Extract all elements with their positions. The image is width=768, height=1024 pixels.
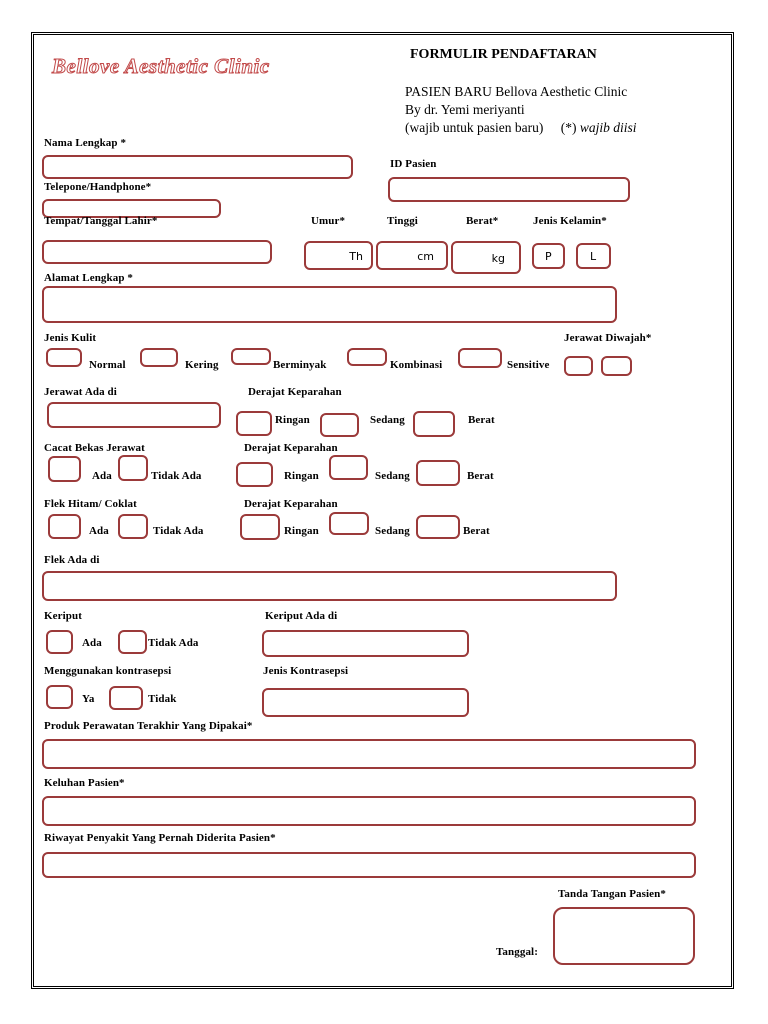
label-tempat-lahir: Tempat/Tanggal Lahir*	[44, 215, 158, 227]
checkbox-keriput-ada[interactable]	[46, 630, 73, 654]
checkbox-flek-ringan[interactable]	[240, 514, 280, 540]
label-jenis-kontrasepsi: Jenis Kontrasepsi	[263, 665, 349, 677]
checkbox-jerawat-ya[interactable]	[564, 356, 593, 376]
label-derajat-cacat: Derajat Keparahan	[244, 442, 338, 454]
label-cacat-ringan: Ringan	[284, 470, 319, 482]
unit-th: Th	[349, 250, 363, 263]
header-line-1: PASIEN BARU Bellova Aesthetic Clinic	[405, 84, 628, 99]
checkbox-normal[interactable]	[46, 348, 82, 367]
input-jerawat-ada-di[interactable]	[47, 402, 221, 428]
label-keriput-ada-di: Keriput Ada di	[265, 610, 338, 622]
label-telepon: Telepone/Handphone*	[44, 181, 152, 193]
sex-p-label: P	[545, 250, 552, 263]
label-keriput-ada: Ada	[82, 637, 102, 649]
header-line-3	[405, 120, 636, 136]
signature-box[interactable]	[553, 907, 695, 965]
header-line-2: By dr. Yemi meriyanti	[405, 102, 525, 117]
checkbox-keriput-tidak-ada[interactable]	[118, 630, 147, 654]
label-cacat-tidak-ada: Tidak Ada	[151, 470, 202, 482]
label-kontrasepsi-ya: Ya	[82, 693, 95, 705]
input-alamat[interactable]	[42, 286, 617, 323]
header-required-note: wajib diisi	[579, 120, 637, 135]
input-tinggi[interactable]	[376, 241, 448, 270]
label-jerawat-berat: Berat	[468, 414, 495, 426]
label-jerawat-diwajah: Jerawat Diwajah*	[564, 332, 652, 344]
input-umur[interactable]	[304, 241, 373, 270]
checkbox-sex-l[interactable]	[576, 243, 611, 269]
label-flek-tidak-ada: Tidak Ada	[153, 525, 204, 537]
label-tinggi: Tinggi	[387, 215, 418, 227]
checkbox-sex-p[interactable]	[532, 243, 565, 269]
label-cacat-sedang: Sedang	[375, 470, 410, 482]
label-derajat-flek: Derajat Keparahan	[244, 498, 338, 510]
checkbox-jerawat-tidak[interactable]	[601, 356, 632, 376]
label-jerawat-ada-di: Jerawat Ada di	[44, 386, 117, 398]
input-id-pasien[interactable]	[388, 177, 630, 202]
checkbox-kontrasepsi-tidak[interactable]	[109, 686, 143, 710]
unit-cm: cm	[417, 250, 434, 263]
input-riwayat[interactable]	[42, 852, 696, 878]
checkbox-cacat-tidak-ada[interactable]	[118, 455, 148, 481]
label-tanggal: Tanggal:	[496, 946, 538, 958]
label-id-pasien: ID Pasien	[390, 158, 437, 170]
input-flek-ada-di[interactable]	[42, 571, 617, 601]
label-flek-ada: Ada	[89, 525, 109, 537]
checkbox-flek-ada[interactable]	[48, 514, 81, 539]
checkbox-cacat-berat[interactable]	[416, 460, 460, 486]
label-jenis-kelamin: Jenis Kelamin*	[533, 215, 607, 227]
label-derajat-jerawat: Derajat Keparahan	[248, 386, 342, 398]
label-flek-ada-di: Flek Ada di	[44, 554, 100, 566]
checkbox-kontrasepsi-ya[interactable]	[46, 685, 73, 709]
checkbox-flek-sedang[interactable]	[329, 512, 369, 535]
label-riwayat: Riwayat Penyakit Yang Pernah Diderita Pasien*	[44, 832, 276, 844]
label-cacat-ada: Ada	[92, 470, 112, 482]
unit-kg: kg	[491, 252, 505, 265]
checkbox-cacat-sedang[interactable]	[329, 455, 368, 480]
input-keluhan[interactable]	[42, 796, 696, 826]
checkbox-jerawat-sedang[interactable]	[320, 413, 359, 437]
label-kontrasepsi-tidak: Tidak	[148, 693, 177, 705]
form-title: FORMULIR PENDAFTARAN	[410, 47, 597, 62]
checkbox-jerawat-berat[interactable]	[413, 411, 455, 437]
checkbox-kering[interactable]	[140, 348, 178, 367]
input-berat[interactable]	[451, 241, 521, 274]
label-kombinasi: Kombinasi	[390, 359, 443, 371]
label-berminyak: Berminyak	[273, 359, 327, 371]
input-jenis-kontrasepsi[interactable]	[262, 688, 469, 717]
label-flek: Flek Hitam/ Coklat	[44, 498, 137, 510]
label-cacat-berat: Berat	[467, 470, 494, 482]
input-tempat-lahir[interactable]	[42, 240, 272, 264]
label-jenis-kulit: Jenis Kulit	[44, 332, 97, 344]
clinic-logo: Bellove Aesthetic Clinic	[52, 54, 270, 78]
label-tanda-tangan: Tanda Tangan Pasien*	[558, 888, 666, 900]
checkbox-jerawat-ringan[interactable]	[236, 411, 272, 436]
input-produk[interactable]	[42, 739, 696, 769]
sex-l-label: L	[590, 250, 597, 263]
label-sensitive: Sensitive	[507, 359, 550, 371]
checkbox-kombinasi[interactable]	[347, 348, 387, 366]
label-flek-ringan: Ringan	[284, 525, 319, 537]
label-alamat: Alamat Lengkap *	[44, 272, 133, 284]
checkbox-flek-berat[interactable]	[416, 515, 460, 539]
input-keriput-ada-di[interactable]	[262, 630, 469, 657]
label-flek-berat: Berat	[463, 525, 490, 537]
checkbox-cacat-ringan[interactable]	[236, 462, 273, 487]
label-keluhan: Keluhan Pasien*	[44, 777, 125, 789]
checkbox-cacat-ada[interactable]	[48, 456, 81, 482]
label-keriput: Keriput	[44, 610, 82, 622]
header-required-mark: (*)	[560, 120, 577, 135]
checkbox-sensitive[interactable]	[458, 348, 502, 368]
label-jerawat-sedang: Sedang	[370, 414, 405, 426]
label-kontrasepsi: Menggunakan kontrasepsi	[44, 665, 172, 677]
label-berat: Berat*	[466, 215, 499, 227]
label-produk: Produk Perawatan Terakhir Yang Dipakai*	[44, 720, 253, 732]
checkbox-flek-tidak-ada[interactable]	[118, 514, 148, 539]
label-flek-sedang: Sedang	[375, 525, 410, 537]
label-cacat: Cacat Bekas Jerawat	[44, 442, 145, 454]
input-nama[interactable]	[42, 155, 353, 179]
label-normal: Normal	[89, 359, 126, 371]
checkbox-berminyak[interactable]	[231, 348, 271, 365]
label-umur: Umur*	[311, 215, 346, 227]
label-kering: Kering	[185, 359, 219, 371]
label-jerawat-ringan: Ringan	[275, 414, 310, 426]
label-keriput-tidak-ada: Tidak Ada	[148, 637, 199, 649]
header-required-text: (wajib untuk pasien baru)	[405, 120, 544, 135]
label-nama: Nama Lengkap *	[44, 137, 127, 149]
